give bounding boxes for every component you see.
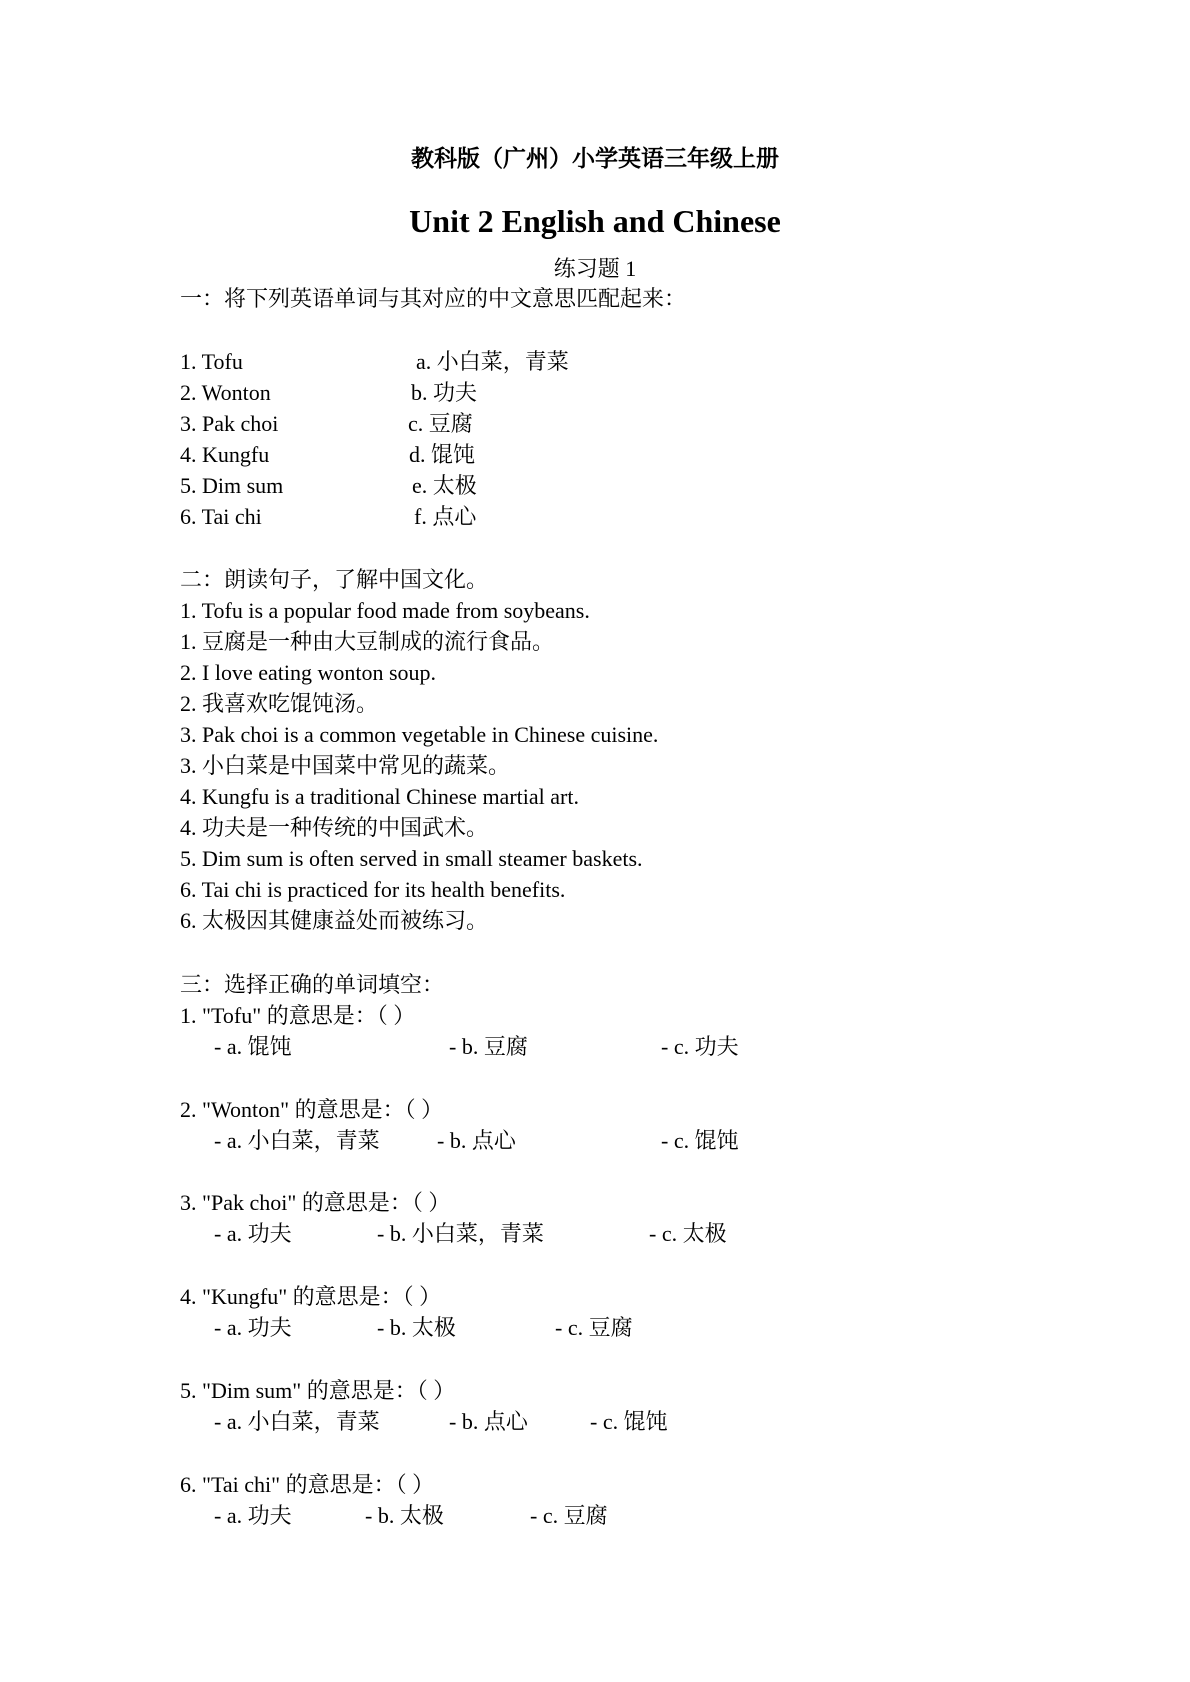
option-a: - a. 馄饨 — [214, 1034, 292, 1059]
sentence-line: 2. I love eating wonton soup. — [180, 660, 437, 685]
sentence-line: 1. 豆腐是一种由大豆制成的流行食品。 — [180, 629, 555, 654]
section3-heading: 三：选择正确的单词填空： — [180, 972, 445, 997]
match-word: 6. Tai chi — [180, 504, 262, 529]
match-word: 5. Dim sum — [180, 473, 284, 498]
sentence-line: 6. 太极因其健康益处而被练习。 — [180, 908, 489, 933]
option-a: - a. 小白菜，青菜 — [214, 1409, 380, 1434]
exercise-label: 练习题 1 — [553, 256, 637, 281]
option-c: - c. 豆腐 — [555, 1315, 633, 1340]
match-word: 4. Kungfu — [180, 442, 270, 467]
option-c: - c. 太极 — [649, 1221, 727, 1246]
match-meaning: b. 功夫 — [411, 380, 478, 405]
option-b: - b. 太极 — [365, 1503, 444, 1528]
document-title: Unit 2 English and Chinese — [409, 203, 781, 239]
question-text: 6. "Tai chi" 的意思是：（ ） — [180, 1472, 435, 1497]
option-a: - a. 功夫 — [214, 1221, 292, 1246]
question-text: 3. "Pak choi" 的意思是：（ ） — [180, 1190, 451, 1215]
match-word: 1. Tofu — [180, 349, 243, 374]
match-meaning: d. 馄饨 — [409, 442, 476, 467]
question-text: 1. "Tofu" 的意思是：（ ） — [180, 1003, 416, 1028]
option-a: - a. 小白菜，青菜 — [214, 1128, 380, 1153]
match-meaning: e. 太极 — [412, 473, 477, 498]
match-meaning: a. 小白菜，青菜 — [416, 349, 569, 374]
sentence-line: 6. Tai chi is practiced for its health benefits. — [180, 877, 566, 902]
option-b: - b. 小白菜，青菜 — [377, 1221, 544, 1246]
sentence-line: 4. Kungfu is a traditional Chinese martial art. — [180, 784, 579, 809]
match-word: 2. Wonton — [180, 380, 271, 405]
option-a: - a. 功夫 — [214, 1315, 292, 1340]
sentence-line: 3. 小白菜是中国菜中常见的蔬菜。 — [180, 753, 511, 778]
option-b: - b. 豆腐 — [449, 1034, 528, 1059]
question-text: 2. "Wonton" 的意思是：（ ） — [180, 1097, 444, 1122]
match-meaning: f. 点心 — [414, 504, 477, 529]
document-subtitle: 教科版（广州）小学英语三年级上册 — [411, 146, 779, 171]
match-meaning: c. 豆腐 — [408, 411, 473, 436]
option-c: - c. 馄饨 — [661, 1128, 739, 1153]
question-text: 5. "Dim sum" 的意思是：（ ） — [180, 1378, 456, 1403]
option-b: - b. 点心 — [437, 1128, 516, 1153]
section1-heading: 一：将下列英语单词与其对应的中文意思匹配起来： — [180, 286, 687, 311]
option-b: - b. 点心 — [449, 1409, 528, 1434]
match-word: 3. Pak choi — [180, 411, 279, 436]
option-c: - c. 馄饨 — [590, 1409, 668, 1434]
sentence-line: 1. Tofu is a popular food made from soybeans. — [180, 598, 590, 623]
sentence-line: 5. Dim sum is often served in small steamer baskets. — [180, 846, 643, 871]
option-c: - c. 豆腐 — [530, 1503, 608, 1528]
section2-heading: 二：朗读句子，了解中国文化。 — [180, 567, 489, 592]
sentence-line: 2. 我喜欢吃馄饨汤。 — [180, 691, 379, 716]
option-a: - a. 功夫 — [214, 1503, 292, 1528]
sentence-line: 3. Pak choi is a common vegetable in Chinese cuisine. — [180, 722, 659, 747]
option-b: - b. 太极 — [377, 1315, 456, 1340]
sentence-line: 4. 功夫是一种传统的中国武术。 — [180, 815, 489, 840]
option-c: - c. 功夫 — [661, 1034, 739, 1059]
question-text: 4. "Kungfu" 的意思是：（ ） — [180, 1284, 442, 1309]
